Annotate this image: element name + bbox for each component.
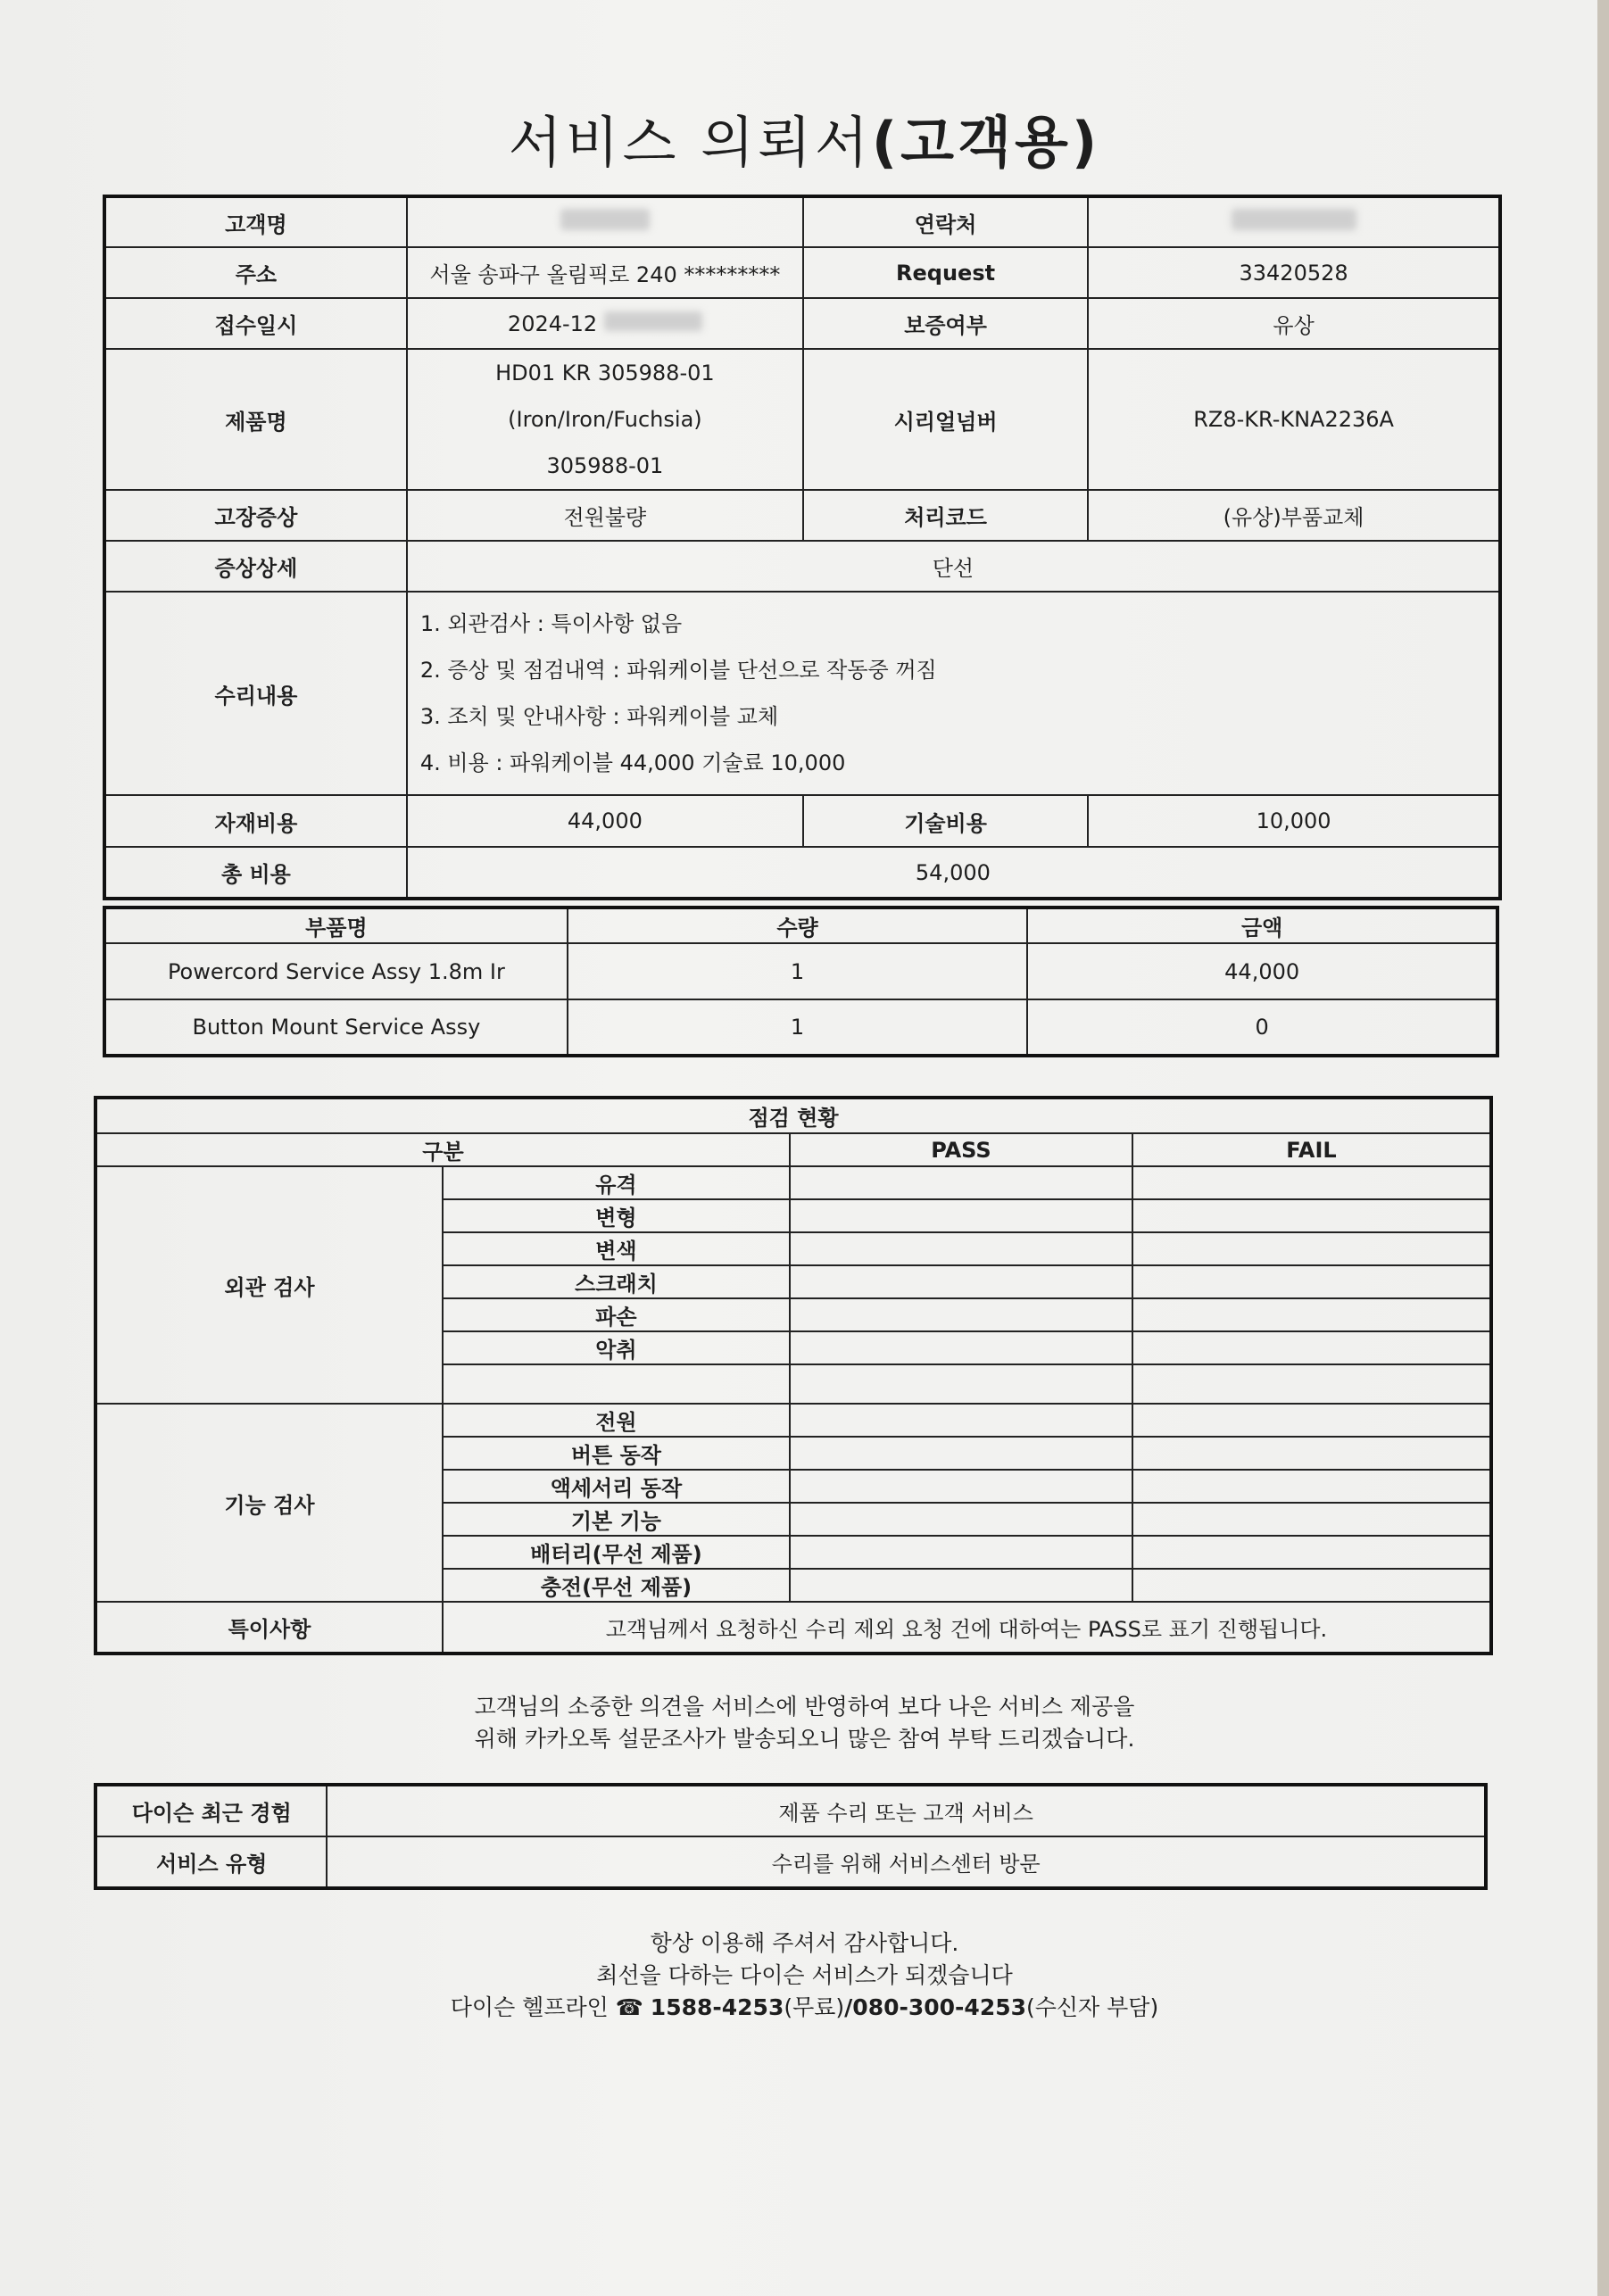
remarks-row (95, 1602, 1491, 1654)
repair-item: 4. 비용 : 파워케이블 44,000 기술료 10,000 (419, 750, 846, 775)
customer-value (407, 196, 803, 247)
part-amount: 44,000 (1027, 943, 1497, 999)
inspection-title: 점검 현황 (95, 1098, 1491, 1133)
fail-cell (1132, 1437, 1491, 1470)
row-detail (104, 541, 1500, 592)
row-total (104, 847, 1500, 899)
fail-cell (1132, 1298, 1491, 1331)
fail-cell (1132, 1536, 1491, 1569)
request-label: Request (803, 247, 1088, 298)
table-row (95, 1404, 1491, 1437)
address-value: 서울 송파구 올림픽로 240 ********* (407, 247, 803, 298)
fault-value: 전원불량 (407, 490, 803, 541)
tech-label: 기술비용 (803, 795, 1088, 847)
repair-item: 3. 조치 및 안내사항 : 파워케이블 교체 (419, 704, 779, 729)
serial-value: RZ8-KR-KNA2236A (1088, 349, 1500, 490)
received-value: 2024-12 (407, 298, 803, 349)
fail-cell (1132, 1265, 1491, 1298)
pass-cell (790, 1265, 1132, 1298)
repair-item: 2. 증상 및 점검내역 : 파워케이블 단선으로 작동중 꺼짐 (419, 658, 937, 683)
pass-cell (790, 1364, 1132, 1404)
check-item: 변형 (443, 1199, 790, 1232)
table-row (104, 943, 1497, 999)
helpline: 다이슨 헬프라인 ☎ 1588-4253(무료)/080-300-4253(수신자 부담) (450, 1994, 1159, 2020)
helpline-prefix: 다이슨 헬프라인 ☎ (450, 1994, 651, 2020)
table-row (95, 1166, 1491, 1199)
fail-cell (1132, 1503, 1491, 1536)
row-product (104, 349, 1500, 490)
row-fault (104, 490, 1500, 541)
function-label: 기능 검사 (95, 1404, 443, 1602)
warranty-label: 보증여부 (803, 298, 1088, 349)
fail-cell (1132, 1404, 1491, 1437)
detail-label: 증상상세 (104, 541, 407, 592)
service-type-value: 수리를 위해 서비스센터 방문 (327, 1836, 1486, 1888)
serial-label: 시리얼넘버 (803, 349, 1088, 490)
check-item: 버튼 동작 (443, 1437, 790, 1470)
check-item: 액세서리 동작 (443, 1470, 790, 1503)
contact-label: 연락처 (803, 196, 1088, 247)
total-cost: 54,000 (407, 847, 1500, 899)
fail-cell (1132, 1569, 1491, 1602)
pass-cell (790, 1437, 1132, 1470)
table-row (104, 999, 1497, 1056)
pass-cell (790, 1298, 1132, 1331)
detail-value: 단선 (407, 541, 1500, 592)
pass-cell (790, 1470, 1132, 1503)
header-fail: FAIL (1132, 1133, 1491, 1166)
pass-cell (790, 1166, 1132, 1199)
experience-value: 제품 수리 또는 고객 서비스 (327, 1785, 1486, 1836)
address-label: 주소 (104, 247, 407, 298)
total-label: 총 비용 (104, 847, 407, 899)
part-qty: 1 (568, 943, 1028, 999)
page-title: 서비스 의뢰서(고객용) (508, 110, 1101, 175)
check-item: 스크래치 (443, 1265, 790, 1298)
product-line1: HD01 KR 305988-01 (Iron/Iron/Fuchsia) (495, 361, 715, 432)
pass-cell (790, 1404, 1132, 1437)
request-number: 33420528 (1088, 247, 1500, 298)
warranty-value: 유상 (1088, 298, 1500, 349)
part-qty: 1 (568, 999, 1028, 1056)
parts-header-name: 부품명 (104, 908, 568, 943)
fault-label: 고장증상 (104, 490, 407, 541)
pass-cell (790, 1569, 1132, 1602)
check-item: 전원 (443, 1404, 790, 1437)
parts-header-amount: 금액 (1027, 908, 1497, 943)
survey-row-experience (95, 1785, 1486, 1836)
notice-line1: 고객님의 소중한 의견을 서비스에 반영하여 보다 나은 서비스 제공을 (474, 1694, 1135, 1720)
tech-cost: 10,000 (1088, 795, 1500, 847)
pass-cell (790, 1199, 1132, 1232)
product-line2: 305988-01 (546, 453, 664, 478)
exterior-label: 외관 검사 (95, 1166, 443, 1404)
check-item: 유격 (443, 1166, 790, 1199)
part-name: Powercord Service Assy 1.8m Ir (104, 943, 568, 999)
footer-thanks: 항상 이용해 주셔서 감사합니다. (650, 1930, 959, 1956)
footer-promise: 최선을 다하는 다이슨 서비스가 되겠습니다 (596, 1962, 1013, 1988)
fail-cell (1132, 1166, 1491, 1199)
repair-details (407, 592, 1500, 795)
product-label: 제품명 (104, 349, 407, 490)
contact-value (1088, 196, 1500, 247)
row-address (104, 247, 1500, 298)
check-item: 배터리(무선 제품) (443, 1536, 790, 1569)
part-name: Button Mount Service Assy (104, 999, 568, 1056)
row-received (104, 298, 1500, 349)
pass-cell (790, 1503, 1132, 1536)
customer-label: 고객명 (104, 196, 407, 247)
check-item: 파손 (443, 1298, 790, 1331)
inspection-header-row (95, 1133, 1491, 1166)
pass-cell (790, 1536, 1132, 1569)
phone-number-1: 1588-4253 (650, 1994, 784, 2020)
check-item-empty (443, 1364, 790, 1404)
material-cost: 44,000 (407, 795, 803, 847)
check-item: 기본 기능 (443, 1503, 790, 1536)
parts-header-qty: 수량 (568, 908, 1028, 943)
title-suffix: (고객용) (871, 110, 1101, 175)
redacted-contact (1232, 209, 1356, 230)
survey-row-type (95, 1836, 1486, 1888)
check-item: 악취 (443, 1331, 790, 1364)
survey-notice (0, 1691, 1609, 1755)
repair-label: 수리내용 (104, 592, 407, 795)
check-item: 변색 (443, 1232, 790, 1265)
notice-line2: 위해 카카오톡 설문조사가 발송되오니 많은 참여 부탁 드리겠습니다. (474, 1726, 1135, 1752)
header-pass: PASS (790, 1133, 1132, 1166)
experience-label: 다이슨 최근 경험 (95, 1785, 327, 1836)
fail-cell (1132, 1470, 1491, 1503)
service-info-table (103, 195, 1502, 900)
fail-cell (1132, 1232, 1491, 1265)
phone-number-2: 080-300-4253 (852, 1994, 1026, 2020)
fail-cell (1132, 1364, 1491, 1404)
inspection-table (94, 1096, 1493, 1655)
redacted-date (604, 311, 702, 331)
fail-cell (1132, 1199, 1491, 1232)
material-label: 자재비용 (104, 795, 407, 847)
product-value (407, 349, 803, 490)
fail-cell (1132, 1331, 1491, 1364)
parts-table (103, 906, 1499, 1057)
remarks-label: 특이사항 (95, 1602, 443, 1654)
row-customer (104, 196, 1500, 247)
header-category: 구분 (95, 1133, 790, 1166)
service-type-label: 서비스 유형 (95, 1836, 327, 1888)
part-amount: 0 (1027, 999, 1497, 1056)
code-label: 처리코드 (803, 490, 1088, 541)
code-value: (유상)부품교체 (1088, 490, 1500, 541)
survey-table (94, 1783, 1488, 1890)
parts-header-row (104, 908, 1497, 943)
repair-item: 1. 외관검사 : 특이사항 없음 (419, 611, 683, 636)
redacted-name (560, 209, 650, 230)
check-item: 충전(무선 제품) (443, 1569, 790, 1602)
row-repair (104, 592, 1500, 795)
row-cost (104, 795, 1500, 847)
inspection-title-row (95, 1098, 1491, 1133)
footer (0, 1927, 1609, 2024)
received-label: 접수일시 (104, 298, 407, 349)
pass-cell (790, 1331, 1132, 1364)
remarks-value: 고객님께서 요청하신 수리 제외 요청 건에 대하여는 PASS로 표기 진행됩니다. (443, 1602, 1491, 1654)
pass-cell (790, 1232, 1132, 1265)
